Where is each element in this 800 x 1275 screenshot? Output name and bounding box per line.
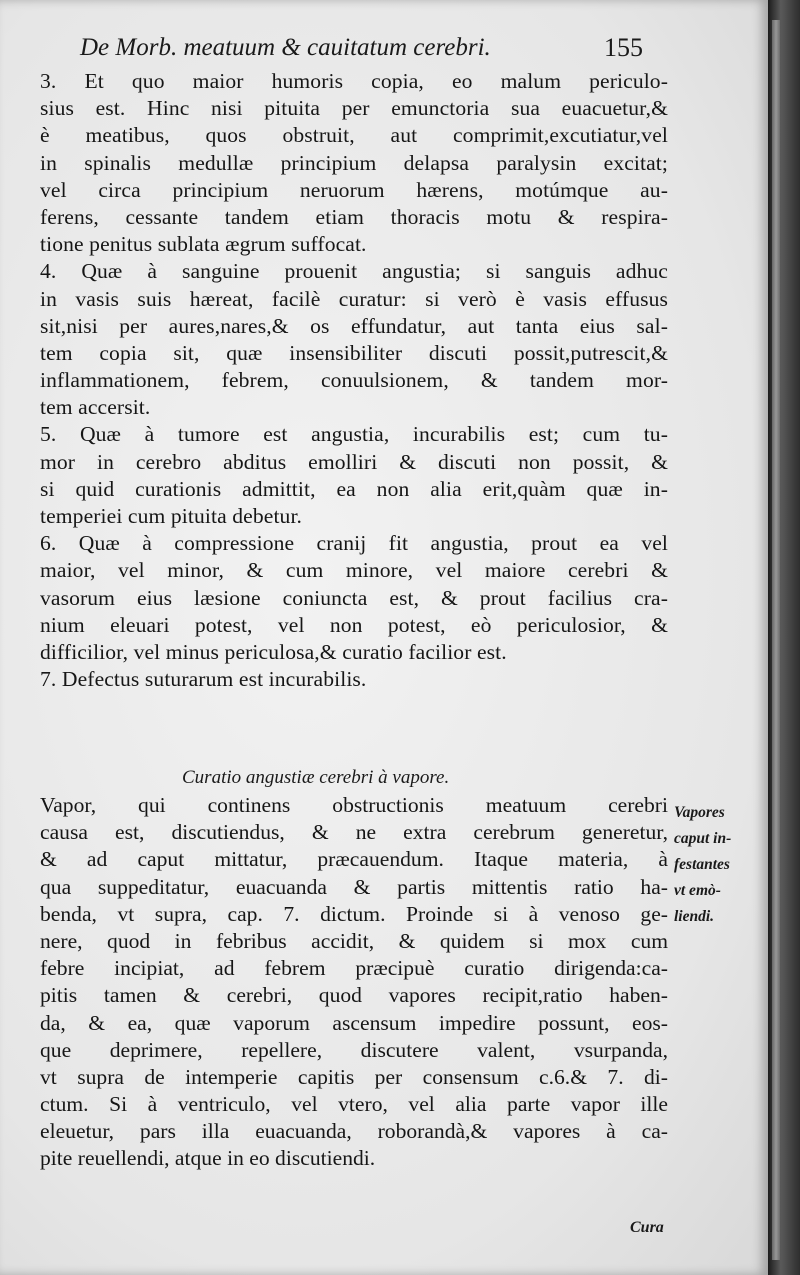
text-line: ferens, cessante tandem etiam thoracis motu & respira- xyxy=(40,204,668,229)
margin-note-line: festantes xyxy=(674,856,730,873)
margin-note-line: caput in- xyxy=(674,830,732,847)
text-line: que deprimere, repellere, discutere valent, vsurpanda, xyxy=(40,1037,668,1062)
text-line: qua suppeditatur, euacuanda & partis mittentis ratio ha- xyxy=(40,874,668,899)
text-line: tione penitus sublata ægrum suffocat. xyxy=(40,232,367,257)
text-line: sit,nisi per aures,nares,& os effundatur, aut tanta eius sal- xyxy=(40,313,668,338)
page-edges xyxy=(772,20,780,1260)
text-line: è meatibus, quos obstruit, aut comprimit,excutiatur,vel xyxy=(40,123,668,148)
text-line: maior, vel minor, & cum minore, vel maiore cerebri & xyxy=(40,558,668,583)
text-line: da, & ea, quæ vaporum ascensum impedire possunt, eos- xyxy=(40,1010,668,1035)
text-line: ctum. Si à ventriculo, vel vtero, vel alia parte vapor ille xyxy=(40,1092,668,1117)
text-line: nium eleuari potest, vel non potest, eò periculosior, & xyxy=(40,612,668,637)
margin-note-line: vt emò- xyxy=(674,882,721,899)
margin-note-line: Vapores xyxy=(674,804,725,821)
text-line: vasorum eius læsione coniuncta est, & prout facilius cra- xyxy=(40,585,668,610)
text-line: 7. Defectus suturarum est incurabilis. xyxy=(40,667,367,692)
text-line: benda, vt supra, cap. 7. dictum. Proinde si à venoso ge- xyxy=(40,901,668,926)
text-line: vel circa principium neruorum hærens, motúmque au- xyxy=(40,177,668,202)
section-heading: Curatio angustiæ cerebri à vapore. xyxy=(182,767,450,788)
text-line: eleuetur, pars illa euacuanda, roborandà,& vapores à ca- xyxy=(40,1119,668,1144)
text-line: si quid curationis admittit, ea non alia erit,quàm quæ in- xyxy=(40,476,668,501)
text-line: sius est. Hinc nisi pituita per emunctoria sua euacuetur,& xyxy=(40,96,668,121)
text-line: mor in cerebro abditus emolliri & discuti non possit, & xyxy=(40,449,668,474)
text-line: 4. Quæ à sanguine prouenit angustia; si sanguis adhuc xyxy=(40,259,668,284)
text-line: Vapor, qui continens obstructionis meatuum cerebri xyxy=(40,793,668,817)
text-line: febre incipiat, ad febrem præcipuè curatio dirigenda:ca- xyxy=(40,956,668,981)
text-line: in spinalis medullæ principium delapsa paralysin excitat; xyxy=(40,150,668,175)
text-line: 3. Et quo maior humoris copia, eo malum periculo- xyxy=(40,69,668,93)
text-line: pite reuellendi, atque in eo discutiendi. xyxy=(40,1146,376,1171)
text-line: vt supra de intemperie capitis per consensum c.6.& 7. di- xyxy=(40,1064,668,1089)
text-line: difficilior, vel minus periculosa,& curatio facilior est. xyxy=(40,639,507,664)
text-line: tem accersit. xyxy=(40,395,151,420)
margin-note-line: liendi. xyxy=(674,908,715,925)
main-text xyxy=(40,68,668,693)
catchword: Cura xyxy=(630,1219,664,1236)
text-line: in vasis suis hæreat, facilè curatur: si verò è vasis effusus xyxy=(40,286,668,311)
text-line: inflammationem, febrem, conuulsionem, & tandem mor- xyxy=(40,368,668,393)
text-line: 6. Quæ à compressione cranij fit angustia, prout ea vel xyxy=(40,531,668,556)
section-text xyxy=(40,792,668,1173)
text-line: pitis tamen & cerebri, quod vapores recipit,ratio haben- xyxy=(40,983,668,1008)
text-line: causa est, discutiendus, & ne extra cerebrum generetur, xyxy=(40,820,668,845)
text-line: & ad caput mittatur, præcauendum. Itaque materia, à xyxy=(40,847,668,872)
page-number: 155 xyxy=(604,33,643,62)
margin-note xyxy=(674,800,766,930)
running-title: De Morb. meatuum & cauitatum cerebri. xyxy=(80,34,491,61)
text-line: 5. Quæ à tumore est angustia, incurabilis est; cum tu- xyxy=(40,422,668,447)
text-line: nere, quod in febribus accidit, & quidem si mox cum xyxy=(40,928,668,953)
text-line: temperiei cum pituita debetur. xyxy=(40,504,303,528)
text-line: tem copia sit, quæ insensibiliter discuti possit,putrescit,& xyxy=(40,340,668,365)
